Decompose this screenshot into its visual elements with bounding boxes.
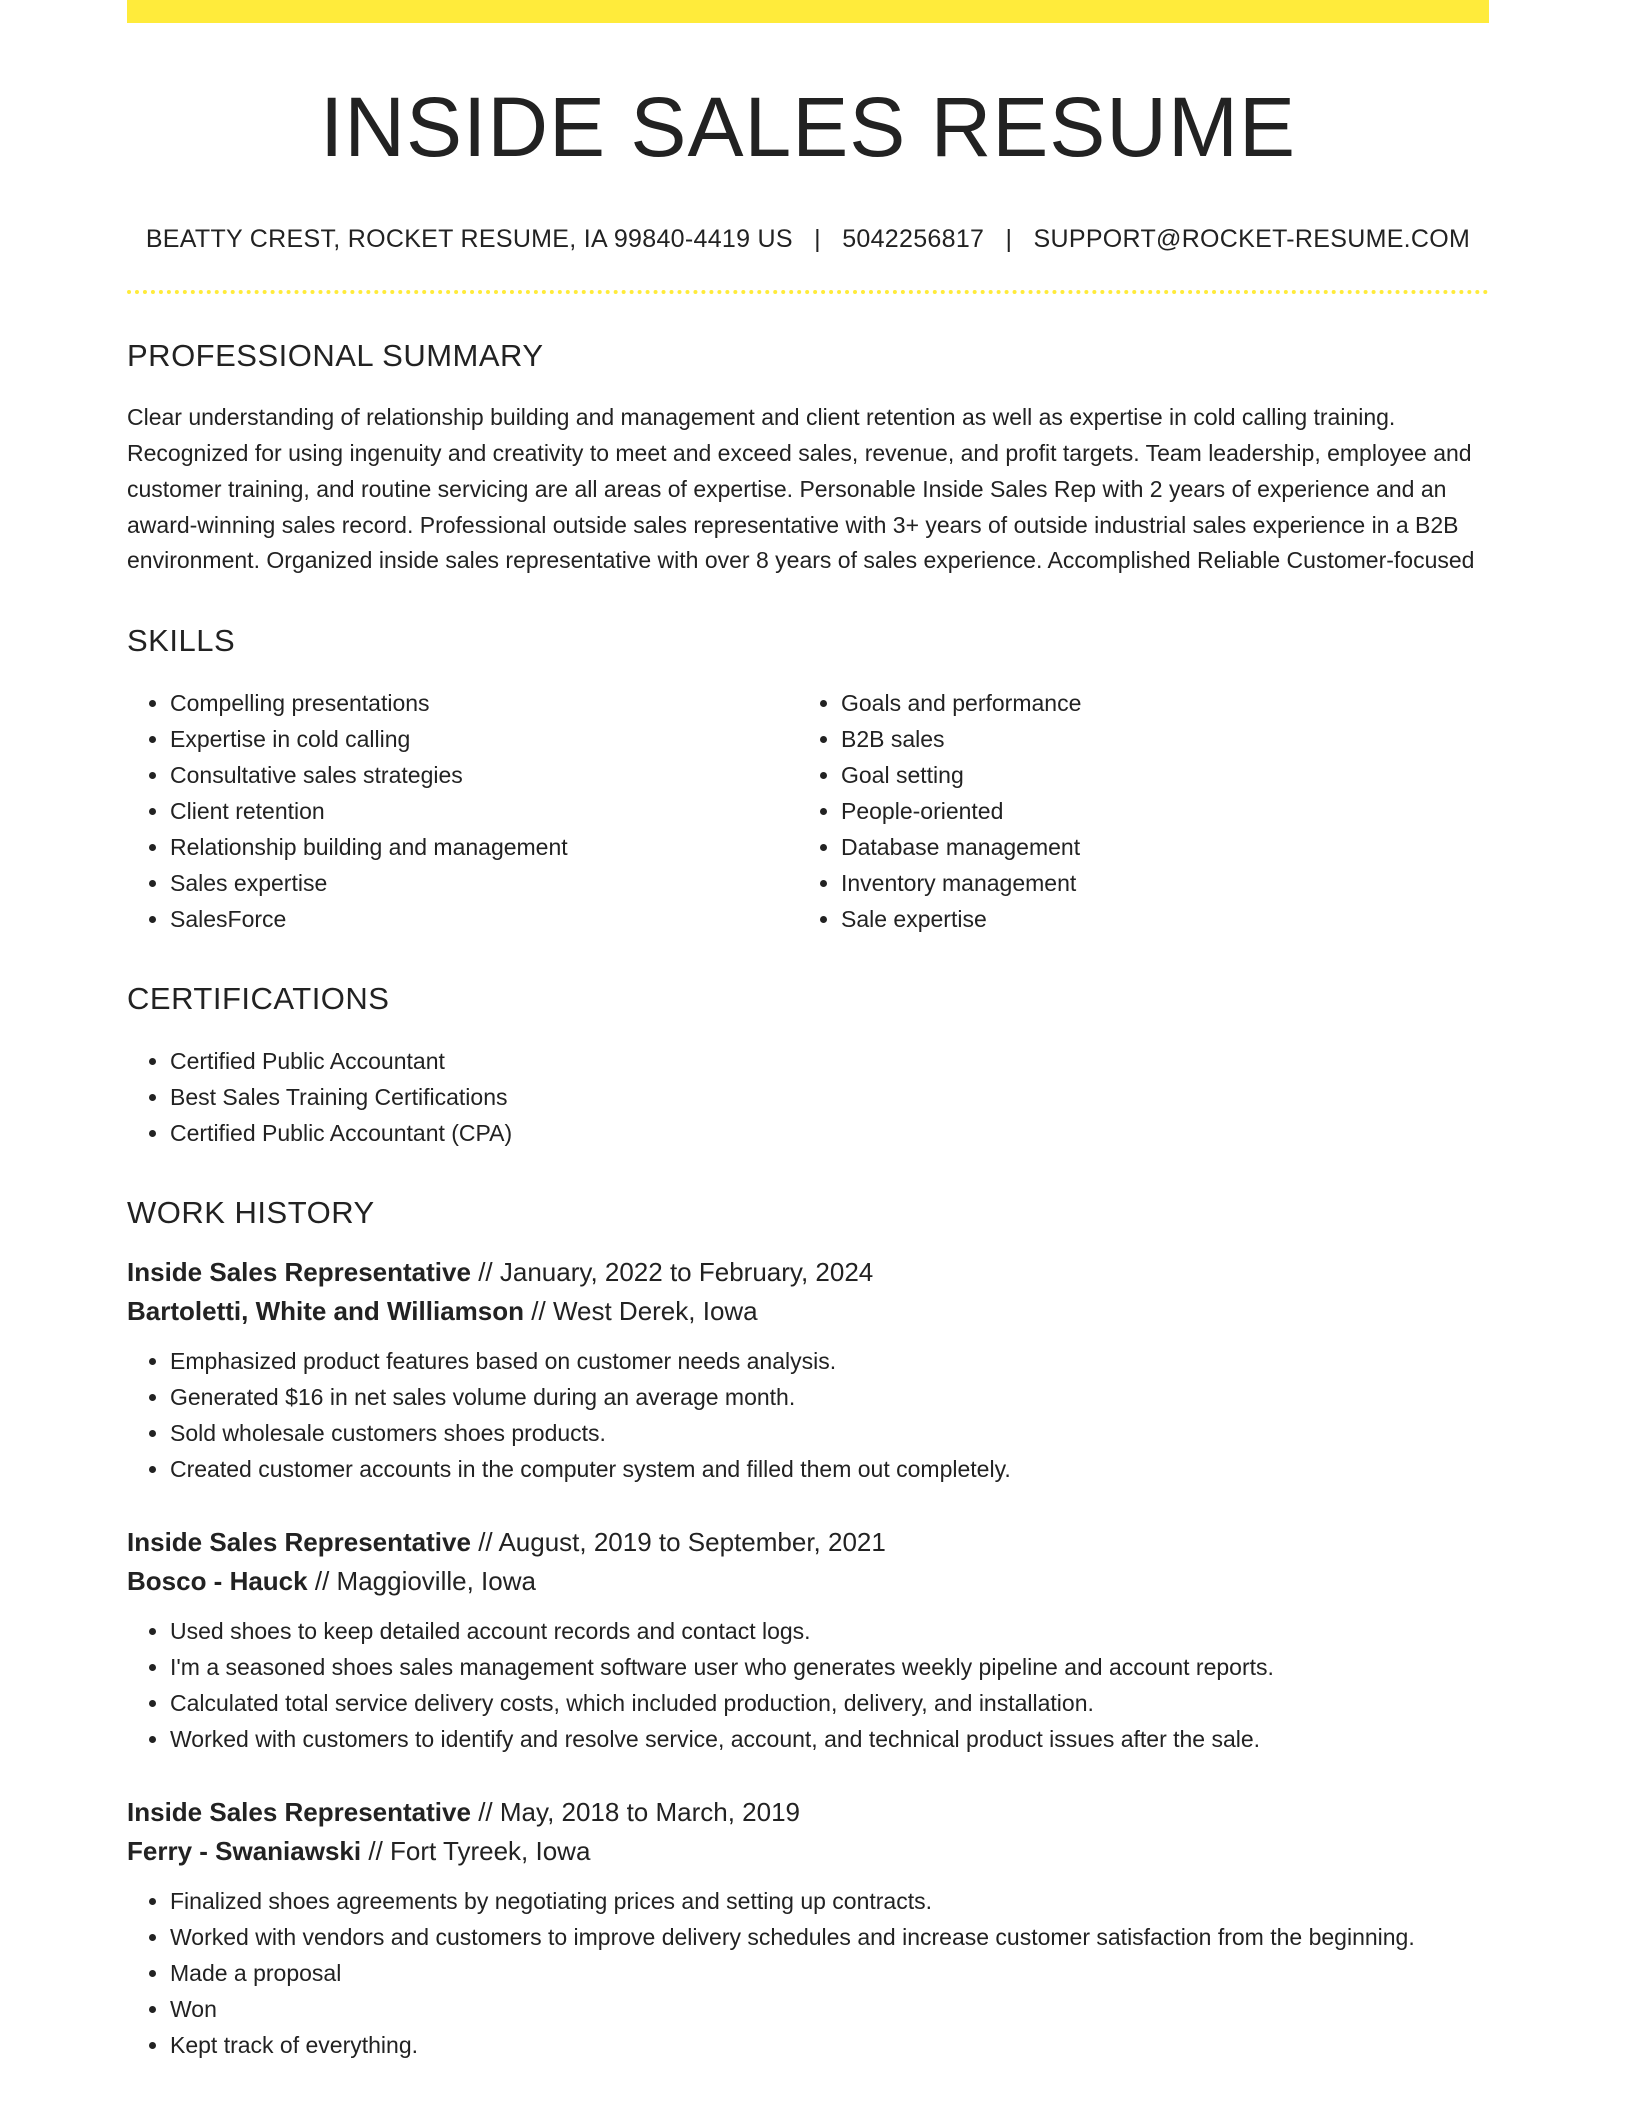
- job-company: Ferry - Swaniawski: [127, 1835, 362, 1866]
- job-company-line: [127, 1292, 1489, 1331]
- resume-title: INSIDE SALES RESUME: [320, 80, 1296, 174]
- skills-heading: SKILLS: [127, 622, 236, 658]
- job-separator: //: [478, 1256, 493, 1287]
- skills-list-left: [127, 685, 798, 937]
- skill-item: • Relationship building and management: [170, 829, 798, 865]
- job-bullet: • Worked with customers to identify and resolve service, account, and technical product issues after the sale.: [170, 1721, 1489, 1757]
- skills-section: [127, 623, 1489, 937]
- job-entry: [127, 1523, 1489, 1757]
- job-company: Bartoletti, White and Williamson: [127, 1295, 525, 1326]
- skill-item: • SalesForce: [170, 901, 798, 937]
- job-separator: //: [368, 1835, 383, 1866]
- job-bullets: [127, 1343, 1489, 1487]
- job-bullet: • Sold wholesale customers shoes products.: [170, 1415, 1489, 1451]
- job-company-line: [127, 1562, 1489, 1601]
- skill-item: • Sale expertise: [841, 901, 1469, 937]
- certifications-heading: CERTIFICATIONS: [127, 980, 390, 1016]
- job-bullet: • Kept track of everything.: [170, 2027, 1489, 2063]
- job-bullet: • Finalized shoes agreements by negotiating prices and setting up contracts.: [170, 1883, 1489, 1919]
- job-separator: //: [314, 1565, 330, 1596]
- skill-item: • People-oriented: [841, 793, 1469, 829]
- skill-item: • Database management: [841, 829, 1469, 865]
- job-bullet: • Generated $16 in net sales volume during an average month.: [170, 1379, 1489, 1415]
- contact-separator: |: [1005, 225, 1013, 254]
- contact-email: SUPPORT@ROCKET-RESUME.COM: [1033, 225, 1471, 254]
- job-role-line: [127, 1253, 1489, 1292]
- job-bullets: [127, 1613, 1489, 1757]
- summary-section: [127, 338, 1489, 579]
- skill-item: • Expertise in cold calling: [170, 721, 798, 757]
- job-dates: August, 2019 to September, 2021: [498, 1526, 886, 1557]
- skill-item: • Consultative sales strategies: [170, 757, 798, 793]
- job-bullet: • Used shoes to keep detailed account records and contact logs.: [170, 1613, 1489, 1649]
- skills-list-right: [798, 685, 1469, 937]
- job-separator: //: [531, 1295, 546, 1326]
- job-bullet: • Won: [170, 1991, 1489, 2027]
- job-dates: January, 2022 to February, 2024: [499, 1256, 874, 1287]
- summary-text: Clear understanding of relationship building and management and client retention as well as expertise in cold calling training. Recognized for using ingenuity and creativity to meet and exceed sales, revenue, and profit targets. Team leadership, employee and customer training, and routine servicing are all areas of expertise. Personable Inside Sales Rep with 2 years of experience and an award-winning sales record. Professional outside sales representative with 3+ years of outside industrial sales experience in a B2B environment. Organized inside sales representative with over 8 years of sales experience. Accomplished Reliable Customer-focused: [127, 404, 1475, 574]
- contact-phone: 5042256817: [842, 225, 985, 254]
- skill-item: • B2B sales: [841, 721, 1469, 757]
- accent-top-bar: [127, 0, 1489, 23]
- job-bullet: • I'm a seasoned shoes sales management software user who generates weekly pipeline and account reports.: [170, 1649, 1489, 1685]
- contact-separator: |: [814, 225, 821, 254]
- job-bullets: [127, 1883, 1489, 2063]
- summary-heading: PROFESSIONAL SUMMARY: [127, 338, 544, 374]
- certification-item: • Certified Public Accountant: [170, 1043, 1489, 1079]
- job-role: Inside Sales Representative: [127, 1796, 471, 1827]
- job-entry: [127, 1793, 1489, 2063]
- job-bullet: • Emphasized product features based on customer needs analysis.: [170, 1343, 1489, 1379]
- skill-item: • Goals and performance: [841, 685, 1469, 721]
- job-role-line: [127, 1523, 1489, 1562]
- certification-item: • Certified Public Accountant (CPA): [170, 1115, 1489, 1151]
- skill-item: • Inventory management: [841, 865, 1469, 901]
- job-bullet: • Made a proposal: [170, 1955, 1489, 1991]
- job-bullet: • Created customer accounts in the computer system and filled them out completely.: [170, 1451, 1489, 1487]
- certifications-list: [127, 1043, 1489, 1151]
- work-history-heading: WORK HISTORY: [127, 1194, 375, 1230]
- dotted-divider: [127, 290, 1489, 294]
- job-location: Maggioville, Iowa: [336, 1565, 536, 1596]
- job-company: Bosco - Hauck: [127, 1565, 308, 1596]
- skill-item: • Compelling presentations: [170, 685, 798, 721]
- job-bullet: • Worked with vendors and customers to improve delivery schedules and increase customer satisfaction from the beginning.: [170, 1919, 1489, 1955]
- job-role: Inside Sales Representative: [127, 1256, 471, 1287]
- certifications-section: [127, 981, 1489, 1151]
- job-role-line: [127, 1793, 1489, 1832]
- work-history-section: [127, 1195, 1489, 2063]
- job-location: Fort Tyreek, Iowa: [390, 1835, 591, 1866]
- job-entry: [127, 1253, 1489, 1487]
- job-company-line: [127, 1832, 1489, 1871]
- resume-document: [127, 0, 1489, 2063]
- job-dates: May, 2018 to March, 2019: [499, 1796, 801, 1827]
- job-bullet: • Calculated total service delivery costs, which included production, delivery, and installation.: [170, 1685, 1489, 1721]
- job-location: West Derek, Iowa: [552, 1295, 758, 1326]
- skill-item: • Sales expertise: [170, 865, 798, 901]
- contact-address: BEATTY CREST, ROCKET RESUME, IA 99840-4419 US: [145, 225, 793, 254]
- job-separator: //: [478, 1796, 493, 1827]
- certification-item: • Best Sales Training Certifications: [170, 1079, 1489, 1115]
- skill-item: • Goal setting: [841, 757, 1469, 793]
- job-role: Inside Sales Representative: [127, 1526, 471, 1557]
- job-separator: //: [478, 1526, 493, 1557]
- skills-grid: [127, 659, 1489, 937]
- contact-line: [127, 225, 1489, 254]
- skill-item: • Client retention: [170, 793, 798, 829]
